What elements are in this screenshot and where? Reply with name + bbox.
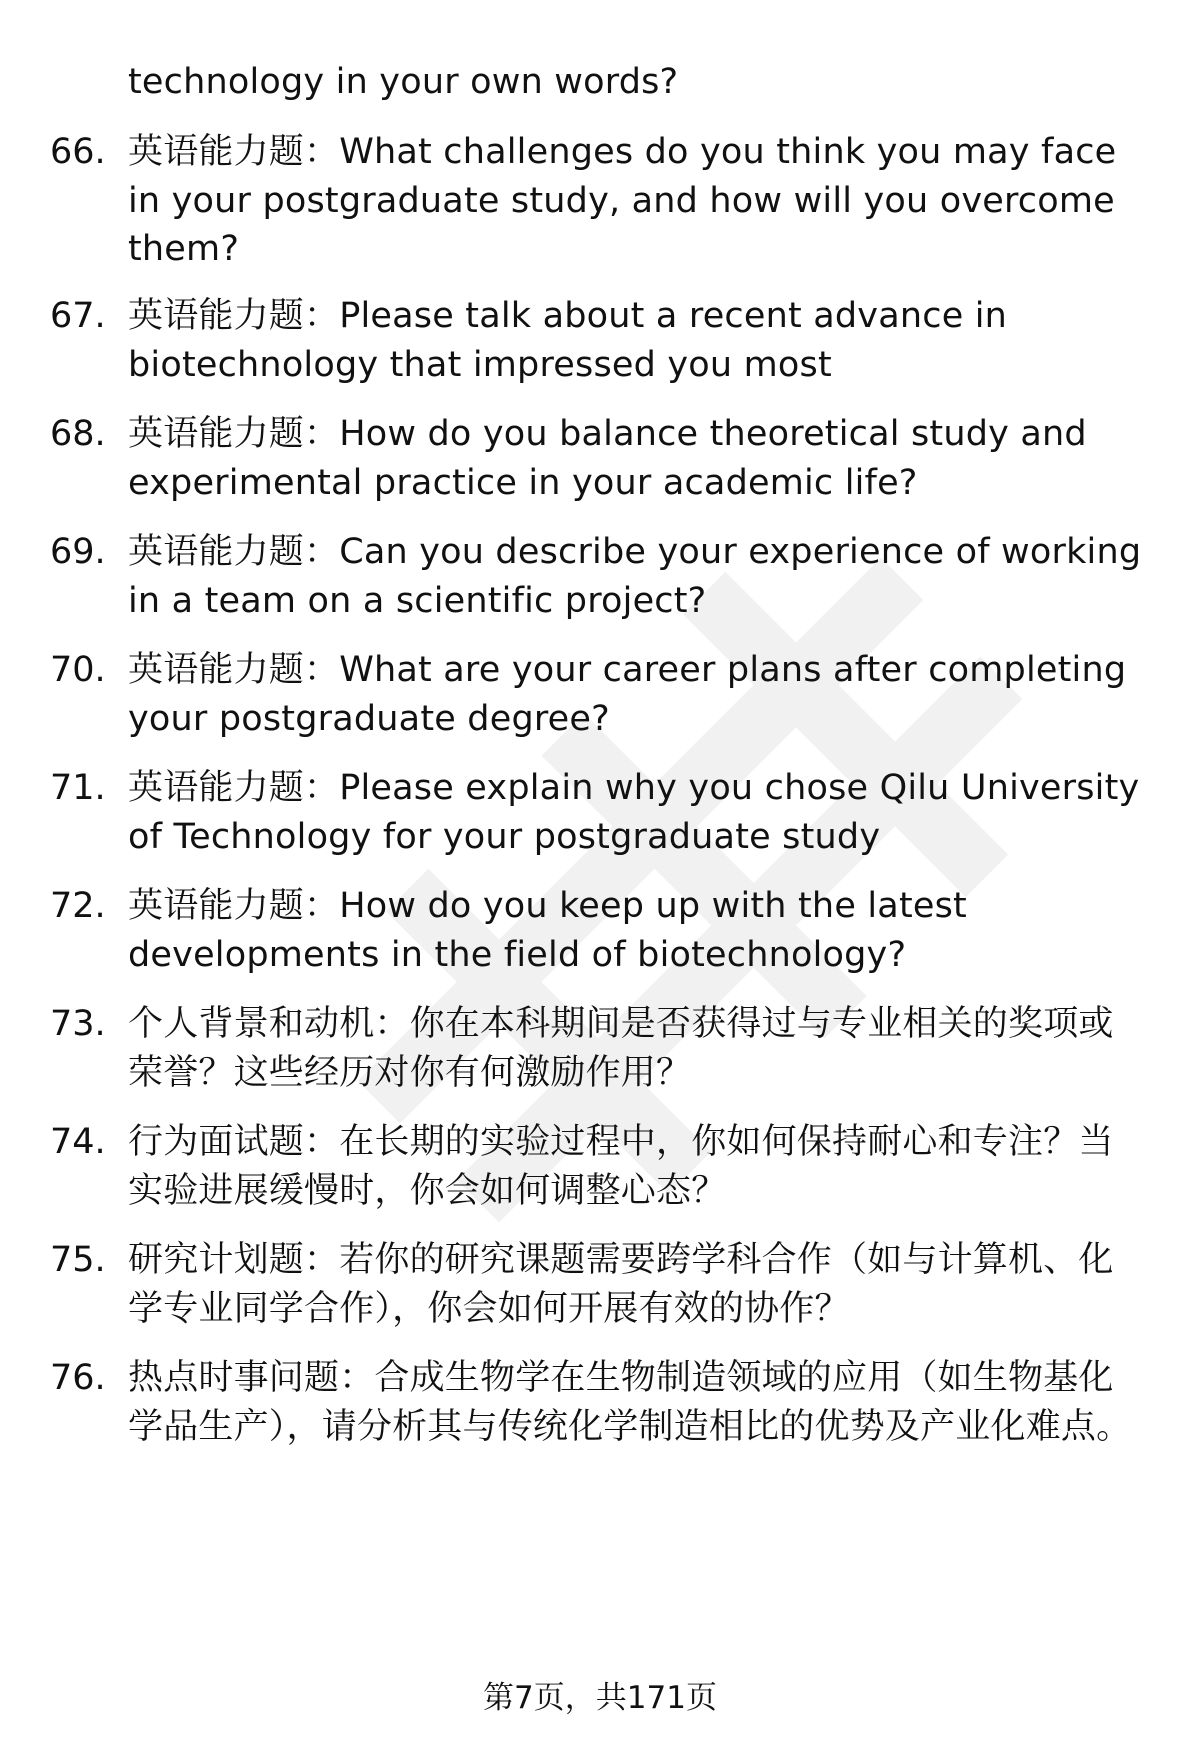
- question-number: 74.: [50, 1122, 106, 1162]
- question-text: 个人背景和动机：你在本科期间是否获得过与专业相关的奖项或荣誉？这些经历对你有何激励作用？: [128, 1004, 1114, 1093]
- question-text: 英语能力题：What are your career plans after completing your postgraduate degree?: [128, 650, 1127, 739]
- question-number: 75.: [50, 1240, 106, 1280]
- page-footer: 第7页，共171页: [483, 1680, 717, 1716]
- continued-question-text: technology in your own words?: [128, 62, 679, 102]
- question-number: 71.: [50, 768, 106, 808]
- question-number: 70.: [50, 650, 106, 690]
- question-text: 英语能力题：Please explain why you chose Qilu University of Technology for your postgraduate study: [128, 768, 1140, 857]
- question-number: 69.: [50, 532, 106, 572]
- question-text: 英语能力题：Please talk about a recent advance in biotechnology that impressed you most: [128, 296, 1008, 385]
- question-text: 英语能力题：How do you keep up with the latest developments in the field of biotechnology?: [128, 886, 967, 975]
- question-text: 英语能力题：What challenges do you think you may face in your postgraduate study, and how will you overcome them?: [128, 132, 1117, 269]
- question-text: 英语能力题：How do you balance theoretical study and experimental practice in your academic life?: [128, 414, 1087, 503]
- question-text: 英语能力题：Can you describe your experience of working in a team on a scientific project?: [128, 532, 1142, 621]
- question-text: 热点时事问题：合成生物学在生物制造领域的应用（如生物基化学品生产），请分析其与传统化学制造相比的优势及产业化难点。: [128, 1358, 1132, 1447]
- question-number: 76.: [50, 1358, 106, 1398]
- question-text: 行为面试题：在长期的实验过程中，你如何保持耐心和专注？当实验进展缓慢时，你会如何调整心态？: [128, 1122, 1114, 1211]
- question-number: 72.: [50, 886, 106, 926]
- question-number: 66.: [50, 132, 106, 172]
- question-number: 68.: [50, 414, 106, 454]
- question-number: 67.: [50, 296, 106, 336]
- question-number: 73.: [50, 1004, 106, 1044]
- question-text: 研究计划题：若你的研究课题需要跨学科合作（如与计算机、化学专业同学合作），你会如何开展有效的协作？: [128, 1240, 1114, 1329]
